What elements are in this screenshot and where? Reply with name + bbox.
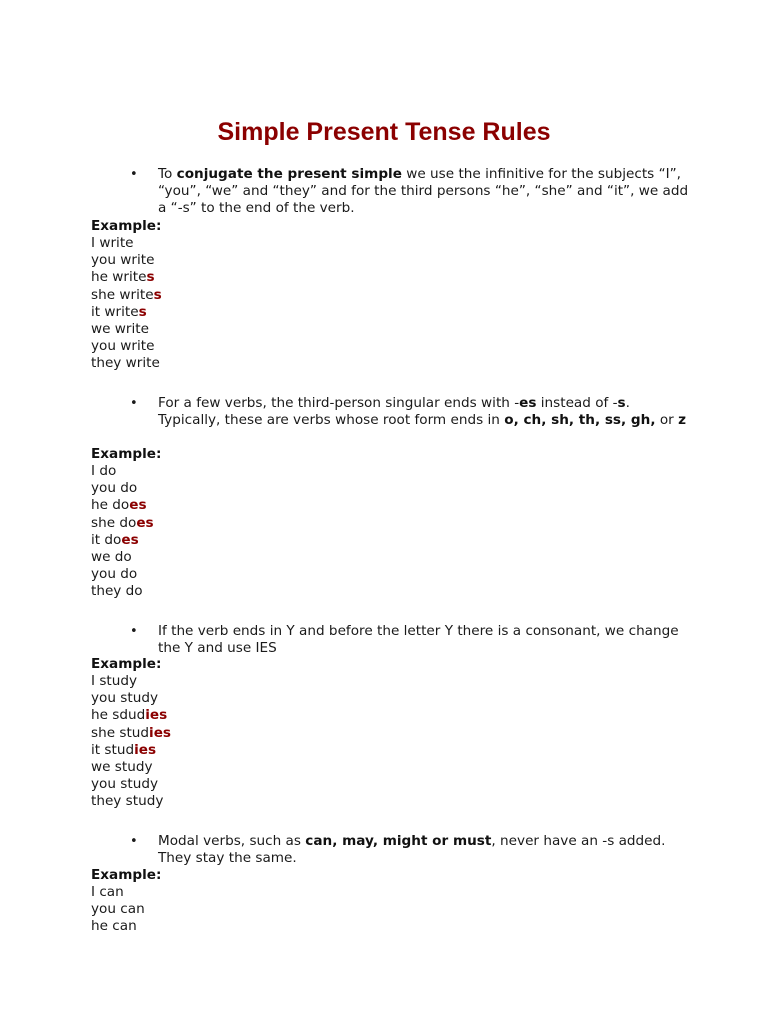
example-line-suffix: es [121,531,139,548]
example-lines [91,673,171,811]
example-line-base: you can [91,901,145,918]
example-line [91,583,154,600]
bullet-dot-icon: • [130,624,138,639]
example-line-base: she write [91,286,154,303]
bullet-segment: we use the infinitive for the subjects “I”, “you”, “we” and “they” and for the third persons “he”, “she” and “it”, we add a “-s” to the end of the verb. [158,166,689,217]
example-line-base: we study [91,759,153,776]
example-line-suffix: s [153,286,162,303]
example-line [91,793,171,810]
example-line-base: you do [91,566,138,583]
bullet-bold-segment: s [617,395,626,411]
example-line-base: he can [91,918,137,935]
bullet-text [158,833,690,867]
example-line-suffix: ies [149,724,172,741]
bullet-dot-icon: • [130,167,138,182]
example-line [91,742,171,759]
example-line-base: I study [91,673,138,689]
bullet-dot-icon: • [130,834,138,849]
bullet-segment: or [655,412,679,429]
example-line [91,287,162,304]
example-line-base: he sdud [91,707,146,724]
example-line-base: we do [91,549,132,566]
example-line-base: I can [91,884,124,900]
bullet-text [158,395,690,429]
bullet-segment: . Typically, these are verbs whose root form ends in [158,395,630,429]
example-line-base: you study [91,690,158,707]
bullet-dot-icon: • [130,396,138,411]
example-line-base: you do [91,480,138,497]
example-line-base: they study [91,793,164,810]
example-line [91,884,145,901]
bullet-segment: To [158,166,177,182]
example-line-base: it stud [91,741,135,758]
page-title: Simple Present Tense Rules [217,118,551,146]
example-line-base: he write [91,269,147,286]
example-line-base: it write [91,303,139,320]
example-line [91,321,162,338]
example-line [91,497,154,514]
bullet-segment: , never have an -s added. They stay the same. [158,833,666,867]
bullet-segment: For a few verbs, the third-person singular ends with - [158,395,520,411]
bullet-segment: Modal verbs, such as [158,833,306,849]
example-line [91,918,145,935]
example-line [91,566,154,583]
example-line [91,549,154,566]
example-line-suffix: es [136,514,154,531]
example-label: Example: [91,867,162,883]
example-line [91,338,162,355]
bullet-text [158,166,690,218]
example-line [91,690,171,707]
example-label: Example: [91,218,162,234]
bullet-bold-segment: can, may, might or must [305,833,492,849]
example-line [91,269,162,286]
example-line [91,532,154,549]
example-lines [91,235,162,373]
bullet-segment: If the verb ends in Y and before the letter Y there is a consonant, we change the Y and use IES [158,623,679,657]
bullet-item [130,833,690,867]
example-line [91,515,154,532]
example-line-suffix: s [146,269,155,286]
example-line-suffix: s [138,303,147,320]
example-line-base: you write [91,252,155,269]
example-line-base: they write [91,355,160,372]
bullet-item [130,623,690,657]
example-line-base: it do [91,531,122,548]
example-line [91,901,145,918]
bullet-bold-segment: z [678,412,686,429]
bullet-bold-segment: es [519,395,537,411]
example-lines [91,884,145,936]
example-line [91,235,162,252]
example-lines [91,463,154,601]
bullet-text [158,623,690,657]
example-line [91,480,154,497]
bullet-item [130,395,690,429]
example-line [91,463,154,480]
example-line-base: she do [91,514,137,531]
example-line-base: I do [91,463,117,479]
bullet-bold-segment: conjugate the present simple [176,166,402,182]
example-line [91,304,162,321]
example-line [91,759,171,776]
example-line-base: you study [91,776,158,793]
example-line [91,355,162,372]
example-line-base: he do [91,497,130,514]
bullet-bold-segment: o, ch, sh, th, ss, gh, [504,412,656,429]
bullet-item [130,166,690,218]
example-line-suffix: es [129,497,147,514]
example-line [91,707,171,724]
bullet-segment: instead of - [536,395,618,411]
example-label: Example: [91,446,162,462]
example-label: Example: [91,656,162,672]
example-line-base: we write [91,321,149,338]
example-line-base: I write [91,235,134,251]
example-line [91,673,171,690]
example-line-base: they do [91,583,143,600]
example-line [91,252,162,269]
example-line-base: she stud [91,724,150,741]
example-line-suffix: ies [145,707,168,724]
example-line [91,776,171,793]
example-line [91,725,171,742]
example-line-suffix: ies [134,741,157,758]
example-line-base: you write [91,338,155,355]
